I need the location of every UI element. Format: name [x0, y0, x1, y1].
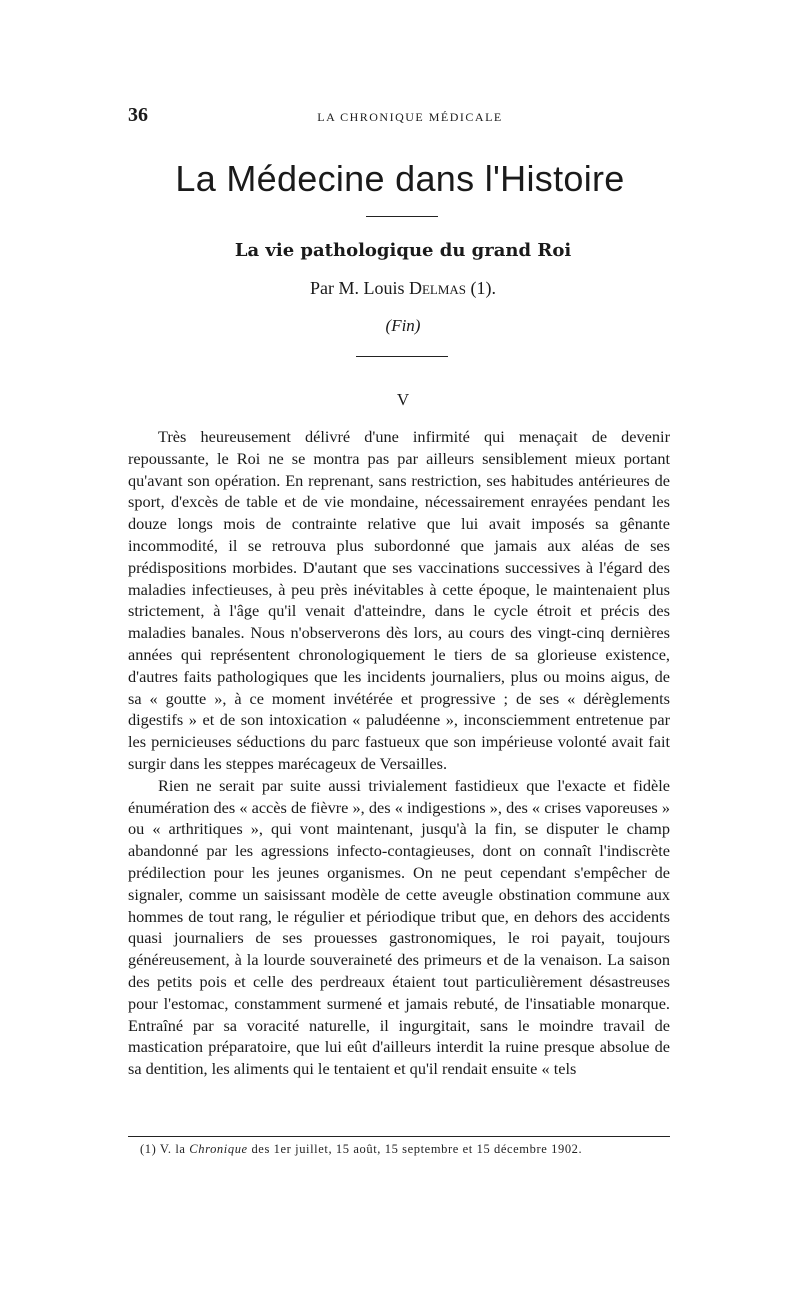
running-head: LA CHRONIQUE MÉDICALE: [317, 110, 503, 124]
footnote-divider: [128, 1136, 670, 1137]
byline: [0, 278, 800, 299]
article-title: La Médecine dans l'Histoire: [175, 158, 625, 199]
paragraph: Très heureusement délivré d'une infirmité qui menaçait de devenir repoussante, le Roi ne se montra pas par ailleurs sensiblement mieux portant qu'avant son opération. En reprenant, sans restriction, ses habitudes antérieures de sport, d'excès de table et de vie mondaine, nécessairement enrayées pendant les douze longs mois de contrainte relative que lui avait imposés sa gênante incommodité, il se retrouva plus subordonné que jamais aux aléas de ses prédispositions morbides. D'autant que ses vaccinations successives à l'égard des maladies infectieuses, à peu près inévitables à cette époque, le maintenaient plus strictement, à l'âge qu'il venait d'atteindre, dans le cycle étroit et précis des maladies banales. Nous n'observerons dès lors, au cours des vingt-cinq dernières années qui représentent chronologiquement le tiers de sa glorieuse existence, d'autres faits pathologiques que les incidents journaliers, plus ou moins aigus, de sa « goutte », à ce moment invétérée et progressive ; de ses « dérèglements digestifs » et de son intoxication « paludéenne », inconsciemment entretenue par les pernicieuses séductions du parc fastueux que son impérieuse volonté avait fait surgir dans les steppes marécageux de Versailles.: [128, 427, 670, 773]
article-subtitle: La vie pathologique du grand Roi: [234, 240, 572, 261]
continuation-note: (Fin): [385, 316, 421, 335]
footnote-dates: des 1er juillet, 15 août, 15 septembre et 15 décembre 1902.: [247, 1142, 583, 1156]
article-body: [128, 426, 670, 1080]
footnote-prefix: (1) V. la: [140, 1142, 190, 1156]
title-divider: [366, 216, 438, 217]
author-surname: Delmas: [408, 278, 467, 298]
footnote-reference: (1).: [466, 278, 497, 298]
paragraph: Rien ne serait par suite aussi trivialement fastidieux que l'exacte et fidèle énumération des « accès de fièvre », des « indigestions », des « crises vaporeuses » ou « arthritiques », qui vont maintenant, jusqu'à la fin, se disputer le champ abandonné par les agressions infecto-contagieuses, dont on connaît l'indiscrète prédilection pour les jeunes organismes. On ne peut cependant s'empêcher de signaler, comme un saisissant modèle de cette aveugle obstination commune aux hommes de tout rang, le régulier et périodique tribut que, en dehors des accidents quasi journaliers de ses prouesses gastronomiques, le roi payait, toujours généreusement, à la lourde souveraineté des primeurs et de la venaison. La saison des petits pois et celle des perdreaux étaient tout particulièrement désastreuses pour l'estomac, constamment surmené et jamais rebuté, de l'insatiable monarque. Entraîné par sa voracité naturelle, il ingurgitait, sans le moindre travail de mastication préparatoire, que lui eût d'ailleurs interdit la ruine presque absolue de sa dentition, les aliments qui le tentaient et qu'il rendait ensuite « tels: [128, 775, 670, 1079]
section-number: V: [396, 390, 410, 409]
section-divider: [356, 356, 448, 357]
footnote-journal: Chronique: [189, 1142, 248, 1156]
page-number: 36: [128, 104, 148, 126]
footnote: [140, 1142, 670, 1157]
byline-prefix: Par M. Louis: [309, 278, 409, 298]
